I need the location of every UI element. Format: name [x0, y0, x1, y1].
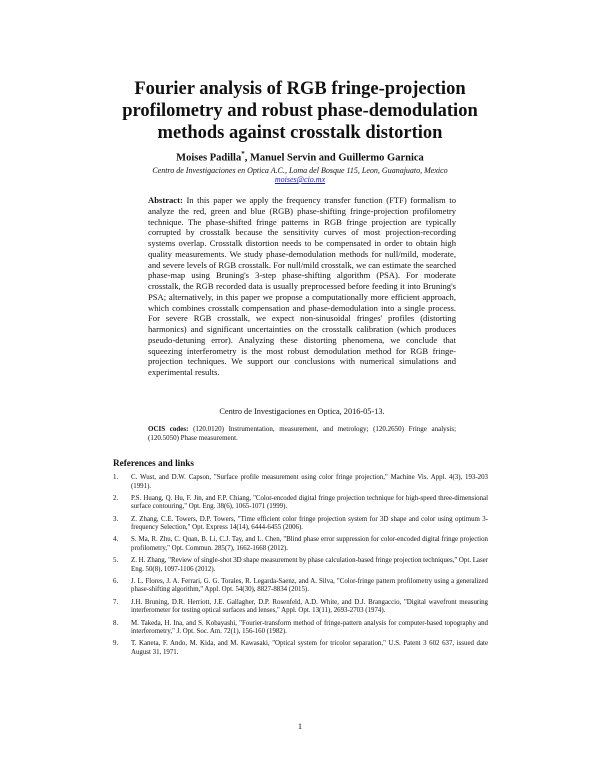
- abstract-text: In this paper we apply the frequency transfer function (FTF) formalism to analyze the red, green and blue (RGB) phase-shifting fringe-projection profilometry technique. The phase-shifted fringe patterns in RGB fringe projection are typically corrupted by crosstalk because the sensitivity curves of most projection-recording systems overlap. Crosstalk distortion needs to be compensated in order to obtain high quality measurements. We study phase-demodulation methods for null/mild, moderate, and severe levels of RGB crosstalk. For null/mild crosstalk, we can estimate the searched phase-map using Bruning's 3-step phase-shifting algorithm (PSA). For moderate crosstalk, the RGB recorded data is usually preprocessed before feeding it into Bruning's PSA; alternatively, in this paper we propose a computationally more efficient approach, which combines crosstalk compensation and phase-demodulation into a single process. For severe RGB crosstalk, we expect non-sinusoidal fringes' profiles (distorting harmonics) and significant uncertainties on the crosstalk calibration (which produces pseudo-detuning error). Analyzing these distorting phenomena, we conclude that squeezing interferometry is the most robust demodulation method for RGB fringe-projection techniques. We support our conclusions with numerical simulations and experimental results.: [148, 195, 456, 377]
- reference-item: [113, 536, 488, 553]
- reference-text: T. Kaneta, F. Ando, M. Kida, and M. Kawasaki, "Optical system for tricolor separation," U.S. Patent 3 602 637, issued date August 31, 1971.: [131, 640, 488, 656]
- author-names-rest: , Manuel Servin and Guillermo Garnica: [244, 152, 424, 164]
- reference-text: J.H. Bruning, D.R. Herriott, J.E. Gallagher, D.P. Rosenfeld, A.D. White, and D.J. Brangaccio, "Digital wavefront measuring interferometer for testing optical surfaces and lenses," Appl. Opt. 13(11), 2693-2703 (1974).: [131, 598, 488, 615]
- reference-number: 9.: [113, 640, 119, 648]
- email-link[interactable]: moises@cio.mx: [274, 175, 326, 184]
- affiliation: Centro de Investigaciones en Optica A.C., Loma del Bosque 115, Leon, Guanajuato, Mexico: [152, 166, 448, 175]
- corresponding-author-mark: *: [241, 150, 245, 158]
- reference-number: 8.: [113, 619, 119, 627]
- abstract-label: Abstract:: [148, 195, 183, 205]
- reference-number: 7.: [113, 598, 119, 606]
- ocis-codes: [148, 425, 456, 443]
- reference-number: 6.: [113, 577, 119, 585]
- affiliation-block: [100, 166, 500, 184]
- author-names-lead: Moises Padilla: [176, 152, 242, 164]
- reference-item: [113, 557, 488, 574]
- reference-list: [113, 474, 488, 661]
- page-number: 1: [297, 721, 303, 731]
- reference-text: J. L. Flores, J. A. Ferrari, G. G. Torales, R. Legarda-Saenz, and A. Silva, "Color-fringe pattern profilometry using a generalized phase-shifting algorithm," Appl. Opt. 54(30), 8827-8834 (2015).: [131, 577, 488, 594]
- reference-item: [113, 578, 488, 595]
- reference-number: 1.: [113, 474, 119, 481]
- reference-text: P.S. Huang, Q. Hu, F. Jin, and F.P. Chiang, "Color-encoded digital fringe projection technique for high-speed three-dimensional surface contouring," Opt. Eng. 38(6), 1065-1071 (1999).: [131, 494, 488, 511]
- copyright-line: Centro de Investigaciones en Optica, 2016-05-13.: [219, 407, 385, 416]
- reference-number: 5.: [113, 557, 119, 565]
- reference-item: [113, 495, 488, 512]
- ocis-text: (120.0120) Instrumentation, measurement, and metrology; (120.2650) Fringe analysis; (120.5050) Phase measurement.: [148, 425, 457, 442]
- reference-item: [113, 620, 488, 637]
- abstract: [148, 195, 456, 378]
- reference-text: S. Ma, R. Zhu, C. Quan, B. Li, C.J. Tay, and L. Chen, "Blind phase error suppression for color-encoded digital fringe projection profilometry," Opt. Commun. 285(7), 1662-1668 (2012).: [131, 536, 488, 552]
- author-list: [100, 150, 500, 164]
- reference-number: 4.: [113, 536, 119, 544]
- reference-item: [113, 640, 488, 657]
- reference-text: Z. H. Zhang, "Review of single-shot 3D shape measurement by phase calculation-based fringe projection techniques," Opt. Laser Eng. 50(8), 1097-1106 (2012).: [131, 557, 488, 573]
- references-heading: References and links: [113, 458, 194, 468]
- reference-text: Z. Zhang, C.E. Towers, D.P. Towers, "Time efficient color fringe projection system for 3D shape and color using optimum 3-frequency Selection," Opt. Express 14(14), 6444-6455 (2006).: [131, 515, 488, 532]
- reference-item: [113, 516, 488, 533]
- paper-title: Fourier analysis of RGB fringe-projection profilometry and robust phase-demodulation methods against crosstalk distortion: [122, 79, 478, 143]
- ocis-label: OCIS codes:: [148, 425, 189, 433]
- reference-item: [113, 599, 488, 616]
- reference-item: [113, 474, 488, 491]
- reference-number: 2.: [113, 494, 119, 502]
- reference-number: 3.: [113, 515, 119, 523]
- reference-text: C. Wust, and D.W. Capson, "Surface profile measurement using color fringe projection," Machine Vis. Appl. 4(3), 193-203 (1991).: [131, 474, 488, 490]
- reference-text: M. Takeda, H. Ina, and S. Kobayashi, "Fourier-transform method of fringe-pattern analysis for computer-based topography and interferometry," J. Opt. Soc. Am. 72(1), 156-160 (1982).: [131, 619, 488, 636]
